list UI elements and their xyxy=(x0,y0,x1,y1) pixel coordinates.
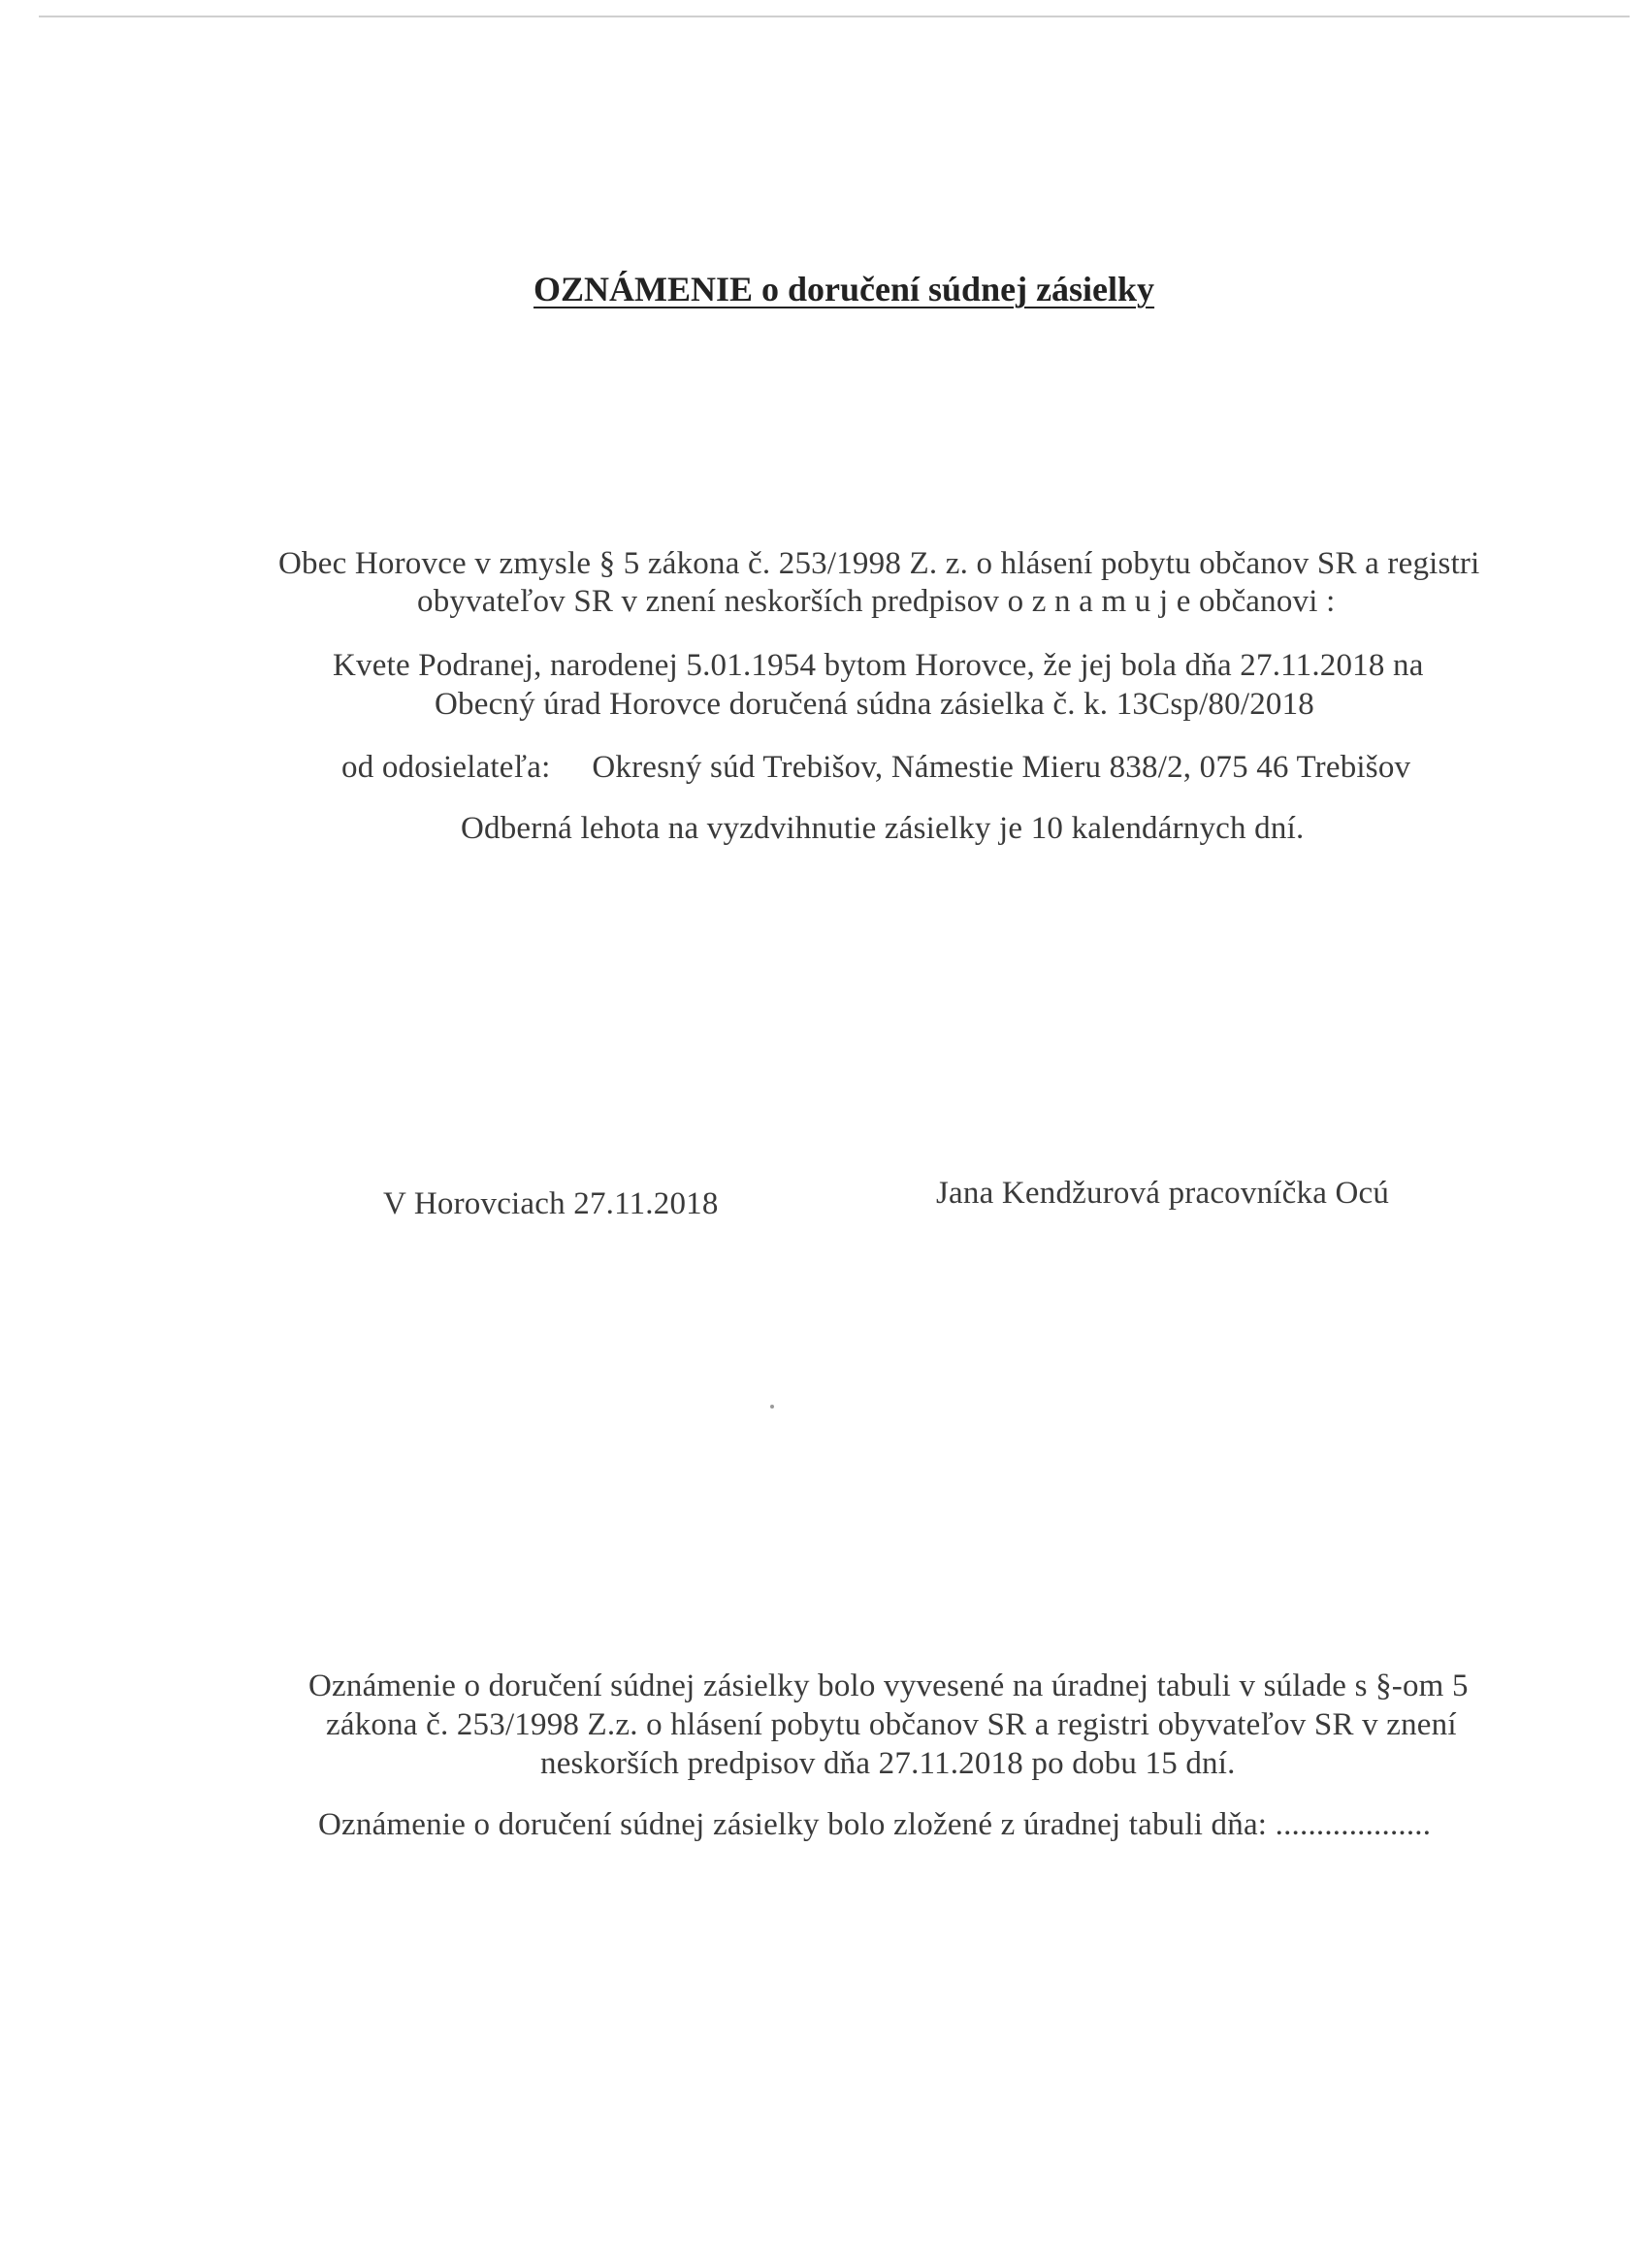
place-and-date: V Horovciach 27.11.2018 xyxy=(383,1186,719,1221)
notice-line-3: Kvete Podranej, narodenej 5.01.1954 bytom Horovce, že jej bola dňa 27.11.2018 na xyxy=(333,648,1424,683)
sender-label: od odosielateľa: xyxy=(341,750,551,785)
notice-line-1: Obec Horovce v zmysle § 5 zákona č. 253/1998 Z. z. o hlásení pobytu občanov SR a registri xyxy=(278,546,1480,581)
notice-line-4: Obecný úrad Horovce doručená súdna zásielka č. k. 13Csp/80/2018 xyxy=(435,687,1314,722)
scan-speck xyxy=(770,1405,774,1409)
removal-date-blank: ................... xyxy=(1275,1807,1432,1842)
scan-border-line xyxy=(39,16,1630,17)
sender-address: Okresný súd Trebišov, Námestie Mieru 838/2, 075 46 Trebišov xyxy=(592,750,1411,785)
removal-label: Oznámenie o doručení súdnej zásielky bolo zložené z úradnej tabuli dňa: xyxy=(318,1807,1268,1842)
notice-line-2: obyvateľov SR v znení neskorších predpisov o z n a m u j e občanovi : xyxy=(417,584,1336,619)
posting-line-3: neskorších predpisov dňa 27.11.2018 po dobu 15 dní. xyxy=(540,1746,1236,1781)
removal-line xyxy=(318,1805,1431,1844)
pickup-period: Odberná lehota na vyzdvihnutie zásielky je 10 kalendárnych dní. xyxy=(461,811,1305,846)
posting-line-2: zákona č. 253/1998 Z.z. o hlásení pobytu občanov SR a registri obyvateľov SR v znení xyxy=(326,1707,1457,1742)
official-name: Jana Kendžurová pracovníčka Ocú xyxy=(936,1176,1390,1211)
sender-line xyxy=(341,748,1410,787)
posting-line-1: Oznámenie o doručení súdnej zásielky bolo vyvesené na úradnej tabuli v súlade s §-om 5 xyxy=(308,1669,1469,1703)
document-title: OZNÁMENIE o doručení súdnej zásielky xyxy=(534,270,1155,308)
